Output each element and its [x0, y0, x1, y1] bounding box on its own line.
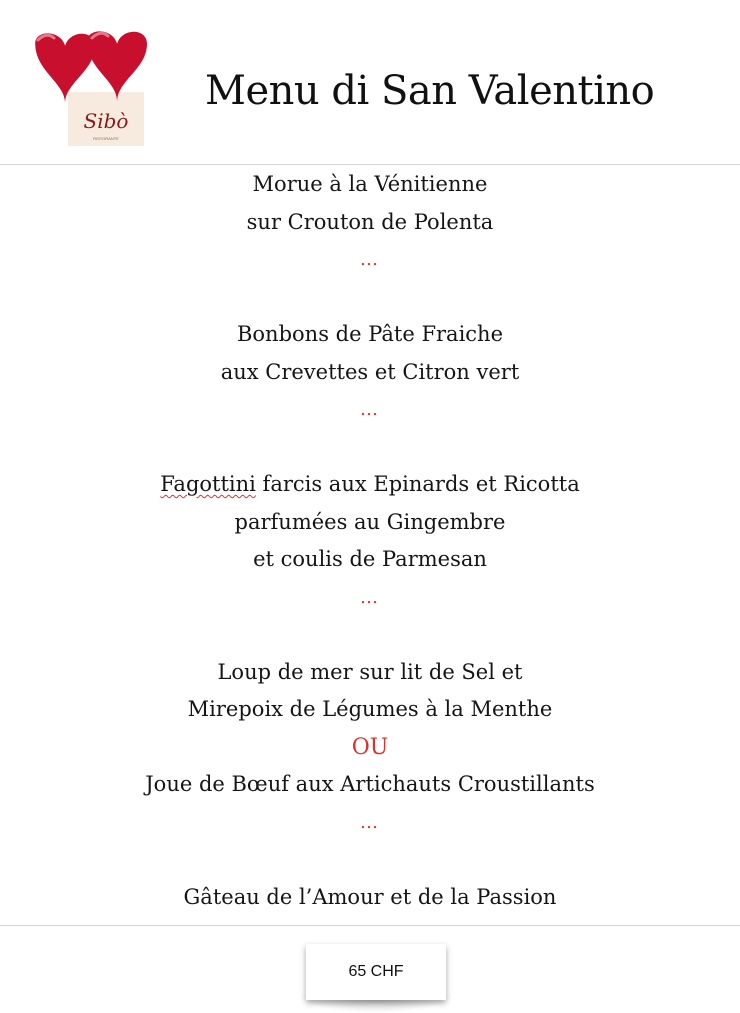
course-line: Gâteau de l’Amour et de la Passion [183, 884, 557, 909]
course-starter [0, 166, 740, 279]
page-title: Menu di San Valentino [205, 68, 655, 114]
hearts-logo-icon [28, 26, 168, 148]
top-divider [0, 164, 740, 165]
course-line [0, 466, 740, 504]
course-line: Loup de mer sur lit de Sel et [217, 659, 523, 684]
menu-list [0, 166, 740, 916]
course-line: parfumées au Gingembre [234, 509, 506, 534]
course-separator: … [360, 249, 380, 270]
menu-header [0, 0, 740, 165]
logo-text: Sibò [83, 109, 129, 133]
course-line: sur Crouton de Polenta [246, 209, 494, 234]
spellcheck-word: Fagottini [160, 472, 256, 496]
bottom-divider [0, 925, 740, 926]
course-fagottini [0, 466, 740, 616]
course-line: Joue de Bœuf aux Artichauts Croustillants [145, 772, 595, 796]
course-line: aux Crevettes et Citron vert [220, 359, 520, 384]
course-line: Morue à la Vénitienne [252, 172, 488, 196]
logo-subtext: RISTORANTE [93, 136, 119, 141]
course-pasta [0, 316, 740, 429]
course-line: Mirepoix de Légumes à la Menthe [187, 697, 553, 721]
course-line: et coulis de Parmesan [253, 547, 487, 571]
heart-right-icon [87, 31, 147, 101]
course-main [0, 654, 740, 842]
course-separator: … [360, 399, 380, 420]
course-dessert [0, 879, 740, 917]
course-separator: … [360, 586, 380, 608]
course-line: Bonbons de Pâte Fraiche [236, 322, 504, 346]
course-line-rest: farcis aux Epinards et Ricotta [255, 472, 580, 496]
course-separator: … [360, 811, 380, 833]
price-box [306, 944, 446, 1000]
restaurant-logo [28, 26, 168, 148]
or-label: OU [351, 734, 389, 760]
price-label: 65 CHF [348, 963, 404, 980]
